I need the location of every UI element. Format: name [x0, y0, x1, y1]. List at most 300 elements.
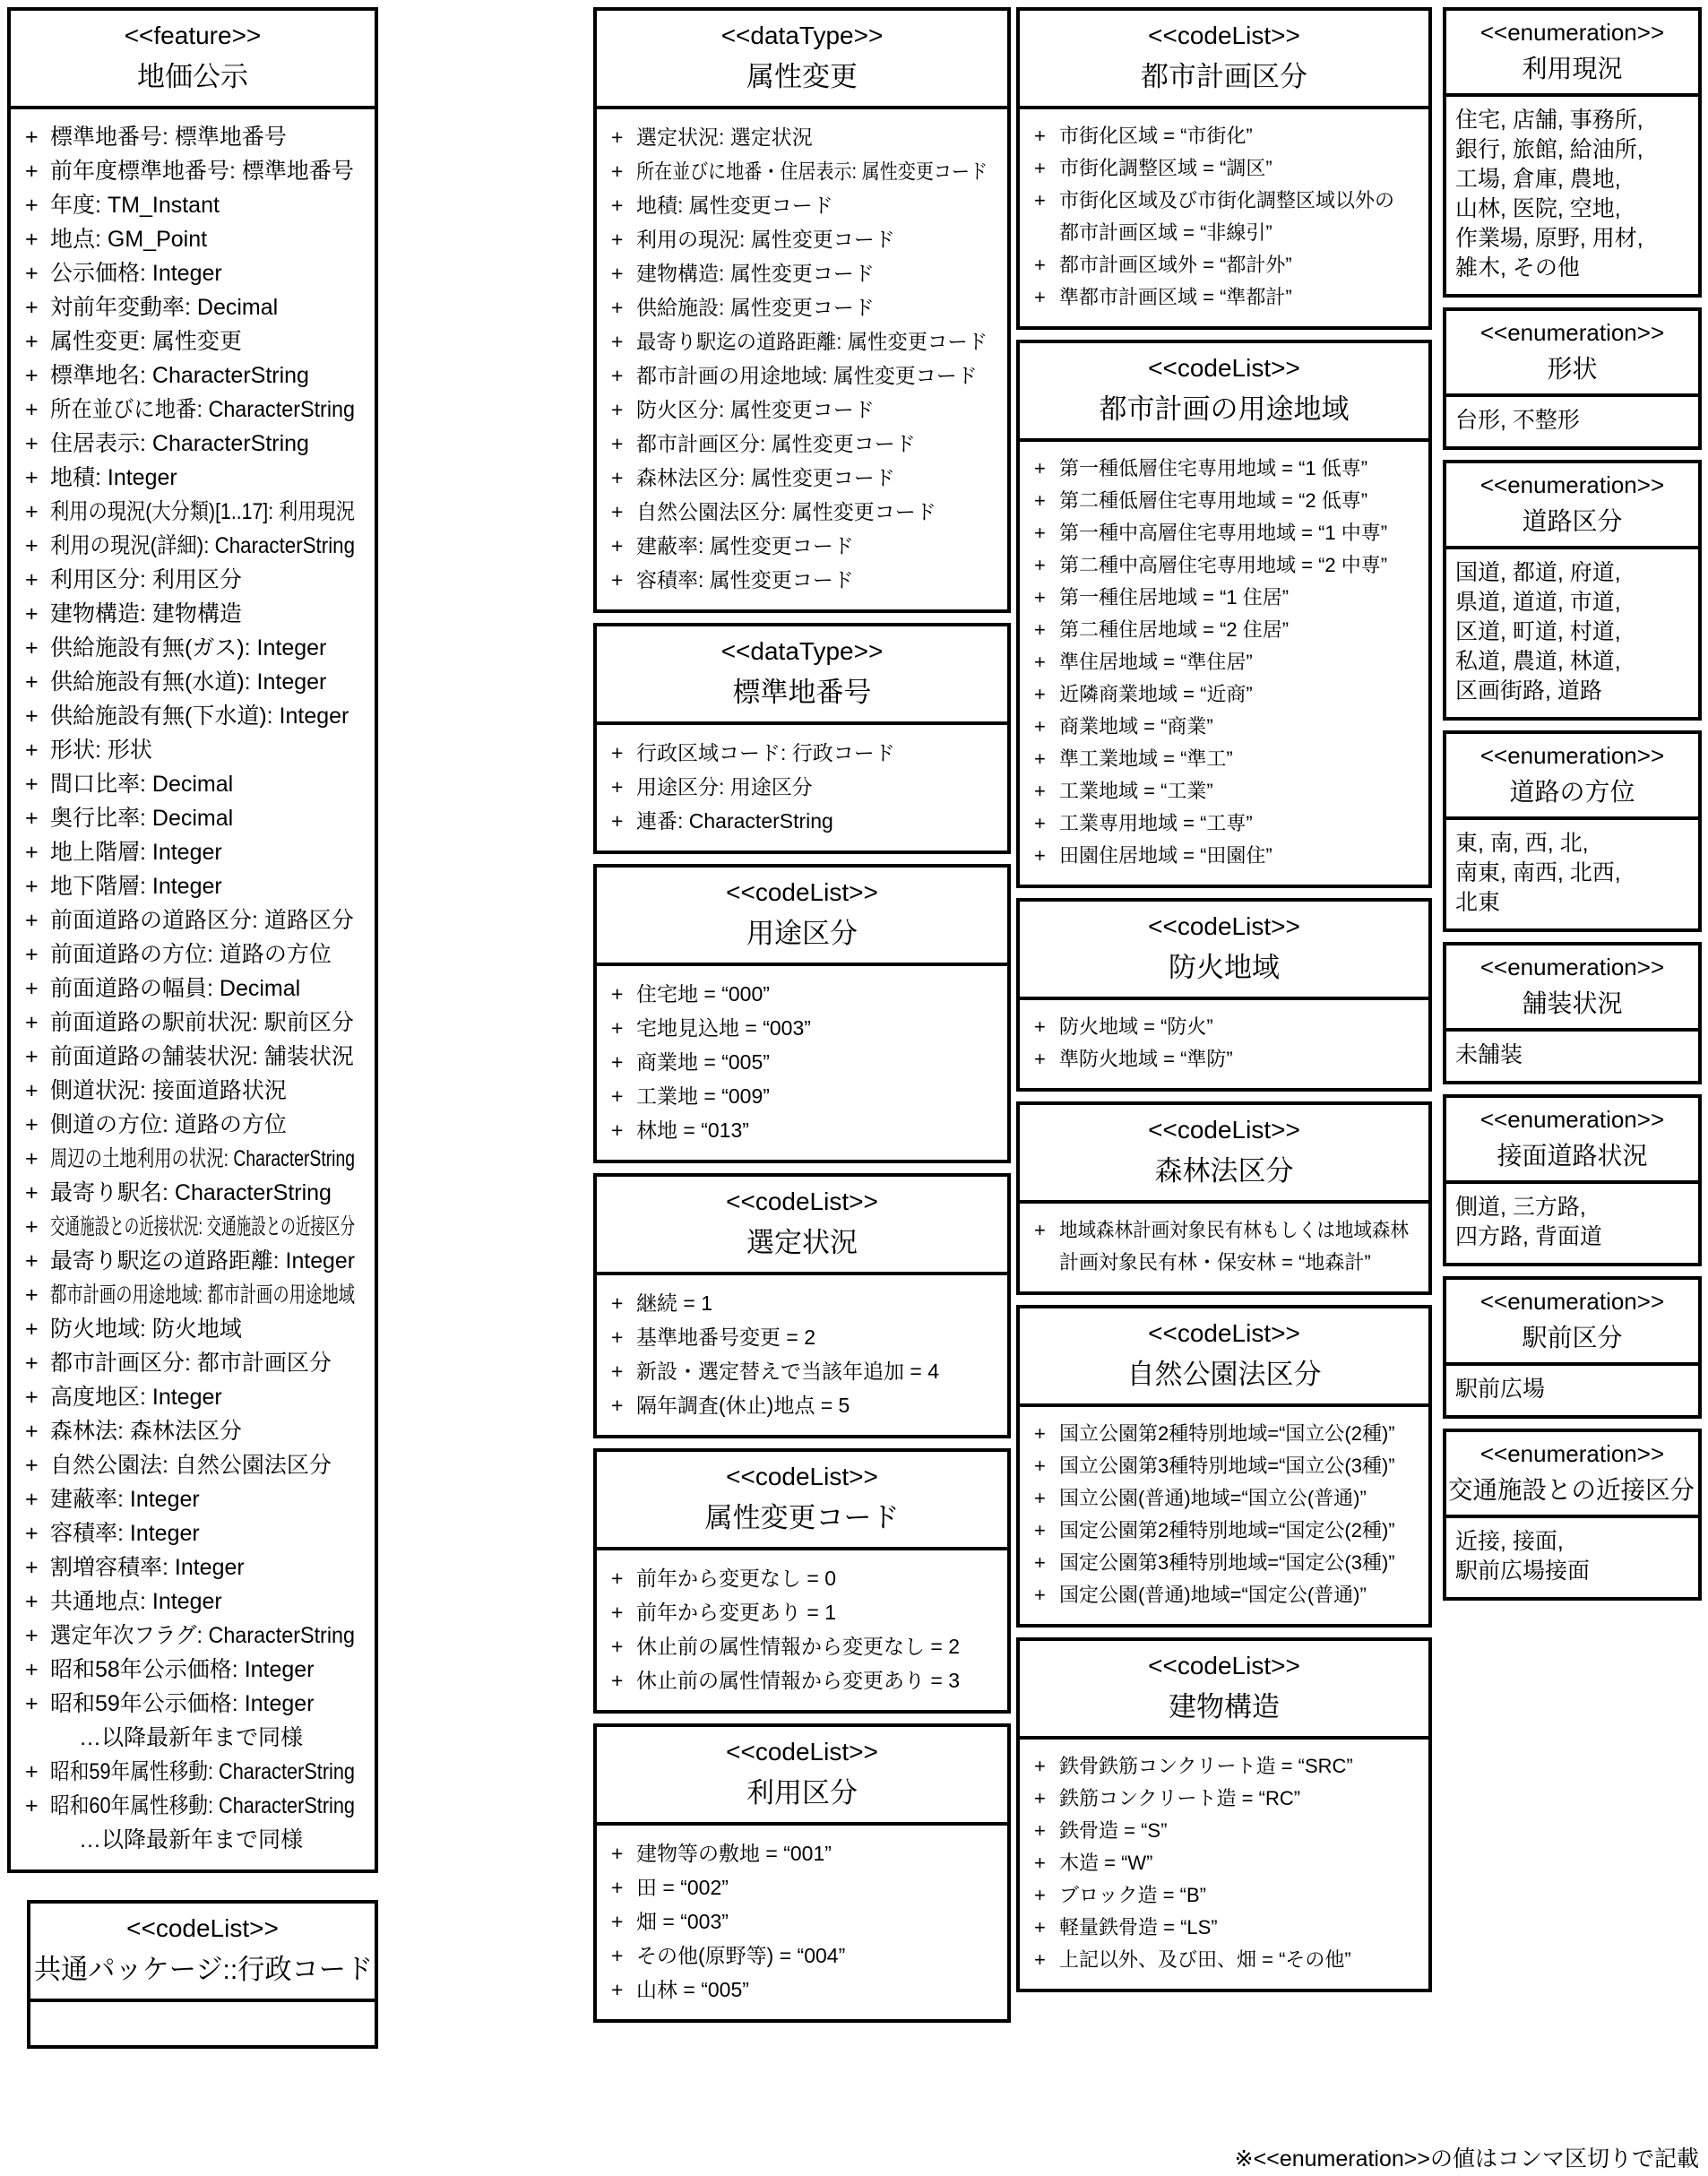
- attribute-row: [18, 1244, 369, 1278]
- attribute-text: 第一種中高層住宅専用地域 = “1 中専”: [1059, 522, 1388, 544]
- attribute-text: 高度地区: Integer: [50, 1385, 222, 1410]
- class-name-label: 道路区分: [1522, 507, 1623, 535]
- enumeration-value-text: 側道, 三方路,: [1455, 1195, 1586, 1220]
- visibility-plus: +: [25, 1589, 39, 1614]
- enumeration-value-text: 北東: [1455, 890, 1501, 915]
- attribute-row: [18, 1142, 369, 1176]
- stereotype-label: <<codeList>>: [1148, 1652, 1300, 1679]
- attribute-text: 市街化区域 = “市街化”: [1059, 125, 1253, 147]
- enumeration-value-line: [1455, 224, 1693, 254]
- class-name-wrap: [1448, 1319, 1696, 1357]
- attribute-row: [1027, 1450, 1423, 1482]
- uml-class-title: [1020, 11, 1428, 109]
- attribute-text: 前年から変更あり = 1: [636, 1601, 837, 1624]
- visibility-plus: +: [1034, 683, 1046, 705]
- attribute-row: [604, 188, 1002, 222]
- attribute-row: [18, 529, 369, 563]
- attribute-row: [18, 1550, 369, 1585]
- attribute-row: [18, 1755, 369, 1789]
- visibility-plus: +: [25, 533, 39, 558]
- attribute-text: 自然公園法: 自然公園法区分: [50, 1453, 332, 1478]
- attribute-text: 建物等の敷地 = “001”: [636, 1842, 832, 1865]
- attribute-text: 鉄骨造 = “S”: [1059, 1819, 1168, 1842]
- enumeration-value-text: 東, 南, 西, 北,: [1455, 831, 1589, 856]
- visibility-plus: +: [25, 227, 39, 252]
- visibility-plus: +: [25, 1282, 39, 1308]
- visibility-plus: +: [1034, 457, 1046, 479]
- enumeration-value-text: 区画街路, 道路: [1455, 678, 1602, 704]
- visibility-plus: +: [25, 1078, 39, 1103]
- visibility-plus: +: [25, 1657, 39, 1682]
- attribute-text: 第二種住居地域 = “2 住居”: [1059, 618, 1290, 641]
- attribute-row: [604, 1320, 1002, 1354]
- uml-attributes-compartment: [1446, 820, 1698, 928]
- enumeration-value-text: 四方路, 背面道: [1455, 1224, 1602, 1249]
- attribute-row: [604, 495, 1002, 529]
- attribute-row: [18, 1074, 369, 1108]
- attribute-text: 地上階層: Integer: [50, 840, 222, 865]
- uml-attributes-compartment: [1446, 1518, 1698, 1597]
- attribute-text: …以降最新年まで同様: [79, 1827, 304, 1852]
- stereotype-label: <<codeList>>: [726, 1738, 878, 1766]
- attribute-row: [18, 1040, 369, 1074]
- uml-attributes-compartment: [1446, 397, 1698, 446]
- attribute-row: [18, 1789, 369, 1823]
- attribute-text: 上記以外、及び田、畑 = “その他”: [1059, 1948, 1351, 1971]
- class-name-wrap: [600, 1222, 1004, 1265]
- attribute-row: [18, 1006, 369, 1040]
- visibility-plus: +: [611, 534, 624, 557]
- attribute-row: [18, 1653, 369, 1687]
- attribute-text: 前面道路の駅前状況: 駅前区分: [50, 1010, 354, 1035]
- attribute-row: [604, 770, 1002, 804]
- attribute-row: [1027, 549, 1423, 582]
- uml-class-title: [1446, 734, 1698, 820]
- class-name-label: 属性変更コード: [704, 1502, 900, 1533]
- visibility-plus: +: [25, 1010, 39, 1035]
- attribute-text: 軽量鉄骨造 = “LS”: [1059, 1916, 1218, 1939]
- class-name-label: 舗装状況: [1522, 989, 1623, 1017]
- visibility-plus: +: [1034, 1584, 1046, 1606]
- attribute-text: 都市計画の用途地域: 属性変更コード: [636, 364, 978, 387]
- class-name-label: 都市計画区分: [1141, 61, 1307, 92]
- attribute-row: [1027, 517, 1423, 549]
- uml-attributes-compartment: [597, 966, 1007, 1160]
- attribute-text: 利用の現況: 属性変更コード: [636, 228, 895, 251]
- visibility-plus: +: [25, 840, 39, 865]
- enumeration-value-line: [1455, 1193, 1693, 1222]
- attribute-row: [604, 324, 1002, 358]
- attribute-row: [1027, 1912, 1423, 1944]
- enumeration-value-line: [1455, 588, 1693, 617]
- visibility-plus: +: [1034, 489, 1046, 512]
- visibility-plus: +: [25, 806, 39, 831]
- attribute-row: [1027, 485, 1423, 517]
- attribute-text: 建物構造: 属性変更コード: [636, 262, 875, 285]
- attribute-text: 第二種中高層住宅専用地域 = “2 中専”: [1059, 554, 1388, 576]
- class-name-wrap: [600, 1497, 1004, 1540]
- attribute-row: [604, 290, 1002, 324]
- stereotype-label: <<codeList>>: [1148, 912, 1300, 940]
- visibility-plus: +: [611, 1978, 624, 2001]
- uml-class-title: [1446, 1432, 1698, 1518]
- attribute-text: 国立公園第2種特別地域=“国立公(2種)”: [1059, 1422, 1395, 1445]
- attribute-text: 地積: Integer: [50, 465, 177, 490]
- visibility-plus: +: [611, 1669, 624, 1692]
- enumeration-value-line: [1455, 1557, 1693, 1586]
- uml-class-title: [1020, 1308, 1428, 1407]
- visibility-plus: +: [25, 1521, 39, 1546]
- enumeration-value-line: [1455, 165, 1693, 194]
- attribute-text: 第一種低層住宅専用地域 = “1 低専”: [1059, 457, 1368, 479]
- uml-class-box-toshi-keikaku-yoto-chiiki: [1016, 340, 1432, 888]
- attribute-text: 商業地 = “005”: [636, 1050, 770, 1074]
- visibility-plus: +: [611, 741, 624, 764]
- uml-attributes-compartment: [1020, 1740, 1428, 1989]
- attribute-text: 供給施設有無(ガス): Integer: [50, 635, 327, 661]
- class-name-wrap: [1448, 350, 1696, 388]
- attribute-text: 用途区分: 用途区分: [636, 775, 813, 799]
- visibility-plus: +: [25, 125, 39, 150]
- attribute-text: 都市計画区域外 = “都計外”: [1059, 254, 1292, 276]
- visibility-plus: +: [25, 1487, 39, 1512]
- visibility-plus: +: [25, 976, 39, 1001]
- uml-class-title: [597, 1452, 1007, 1550]
- visibility-plus: +: [25, 704, 39, 729]
- enumeration-value-text: 国道, 都道, 府道,: [1455, 560, 1621, 585]
- attribute-text: 国定公園(普通)地域=“国定公(普通)”: [1059, 1584, 1367, 1606]
- uml-attributes-compartment: [1020, 442, 1428, 885]
- uml-attributes-compartment: [597, 1550, 1007, 1710]
- attribute-row: [18, 563, 369, 597]
- attribute-text: 準防火地域 = “準防”: [1059, 1048, 1233, 1070]
- uml-class-title: [597, 626, 1007, 725]
- enumeration-footnote: ※<<enumeration>>の値はコンマ区切りで記載: [1234, 2146, 1699, 2172]
- class-name-wrap: [1023, 946, 1425, 989]
- visibility-plus: +: [1034, 1422, 1046, 1445]
- class-name-wrap: [1448, 1137, 1696, 1175]
- stereotype-label: <<enumeration>>: [1479, 1106, 1665, 1133]
- visibility-plus: +: [1034, 522, 1046, 544]
- uml-class-title: [597, 1177, 1007, 1275]
- uml-class-box-hoso-jokyo: [1443, 942, 1702, 1084]
- attribute-row: [18, 1823, 369, 1857]
- visibility-plus: +: [25, 669, 39, 695]
- uml-attributes-compartment: [1446, 1366, 1698, 1415]
- attribute-row: [604, 358, 1002, 393]
- visibility-plus: +: [25, 1759, 39, 1784]
- attribute-row: [18, 1346, 369, 1380]
- attribute-text: 工業地域 = “工業”: [1059, 780, 1213, 802]
- visibility-plus: +: [1034, 715, 1046, 738]
- uml-class-box-tatemono-kozo: [1016, 1637, 1432, 1992]
- attribute-text: 宅地見込地 = “003”: [636, 1016, 811, 1040]
- uml-attributes-compartment: [597, 725, 1007, 851]
- visibility-plus: +: [1034, 1015, 1046, 1038]
- attribute-row: [604, 393, 1002, 427]
- visibility-plus: +: [1034, 1884, 1046, 1906]
- attribute-text: 国立公園第3種特別地域=“国立公(3種)”: [1059, 1455, 1395, 1477]
- attribute-row: [604, 154, 1002, 188]
- attribute-row: [1027, 1879, 1423, 1912]
- visibility-plus: +: [611, 330, 624, 353]
- attribute-text: 昭和59年公示価格: Integer: [50, 1691, 315, 1716]
- attribute-row: [604, 1286, 1002, 1320]
- class-name-label: 道路の方位: [1509, 778, 1635, 806]
- visibility-plus: +: [25, 1214, 39, 1239]
- attribute-row: [604, 1561, 1002, 1595]
- attribute-row: [604, 1629, 1002, 1663]
- class-name-wrap: [1448, 503, 1696, 540]
- visibility-plus: +: [25, 499, 39, 524]
- stereotype-label: <<dataType>>: [720, 22, 884, 49]
- enumeration-value-line: [1455, 859, 1693, 888]
- attribute-text: 国立公園(普通)地域=“国立公(普通)”: [1059, 1487, 1367, 1509]
- attribute-text: 側道状況: 接面道路状況: [50, 1078, 287, 1103]
- uml-attributes-compartment: [1020, 1204, 1428, 1291]
- visibility-plus: +: [25, 1453, 39, 1478]
- attribute-text: 容積率: Integer: [50, 1521, 200, 1546]
- attribute-row: [18, 1176, 369, 1210]
- attribute-row: [1027, 1214, 1423, 1247]
- visibility-plus: +: [611, 809, 624, 833]
- attribute-text: 都市計画区分: 属性変更コード: [636, 432, 916, 455]
- attribute-row: [18, 154, 369, 188]
- attribute-row: [18, 631, 369, 665]
- stereotype-label: <<codeList>>: [726, 1187, 878, 1215]
- enumeration-value-line: [1455, 1375, 1693, 1404]
- attribute-text: 防火地域 = “防火”: [1059, 1015, 1213, 1038]
- visibility-plus: +: [25, 772, 39, 797]
- attribute-text: 選定年次フラグ: CharacterString: [50, 1623, 355, 1648]
- attribute-text: 前面道路の方位: 道路の方位: [50, 942, 332, 967]
- attribute-text: 前面道路の道路区分: 道路区分: [50, 908, 354, 933]
- attribute-row: [18, 801, 369, 835]
- visibility-plus: +: [611, 775, 624, 799]
- attribute-row: [604, 563, 1002, 597]
- enumeration-value-text: 銀行, 旅館, 給油所,: [1455, 137, 1643, 162]
- uml-class-title: [1446, 1280, 1698, 1366]
- visibility-plus: +: [611, 1601, 624, 1624]
- stereotype-label: <<dataType>>: [720, 637, 884, 665]
- visibility-plus: +: [1034, 1219, 1046, 1241]
- class-name-wrap: [600, 912, 1004, 955]
- visibility-plus: +: [611, 1016, 624, 1040]
- visibility-plus: +: [25, 465, 39, 490]
- attribute-text: 形状: 形状: [50, 738, 152, 763]
- attribute-row: [1027, 807, 1423, 840]
- visibility-plus: +: [611, 125, 624, 149]
- attribute-row: [604, 1836, 1002, 1870]
- visibility-plus: +: [1034, 125, 1046, 147]
- stereotype-label: <<enumeration>>: [1479, 1440, 1665, 1467]
- attribute-row: [1027, 646, 1423, 678]
- attribute-row: [1027, 1011, 1423, 1043]
- attribute-text: 間口比率: Decimal: [50, 772, 234, 797]
- enumeration-value-line: [1455, 829, 1693, 859]
- visibility-plus: +: [611, 398, 624, 421]
- visibility-plus: +: [611, 1118, 624, 1142]
- diagram-column-2: [593, 7, 1011, 2033]
- attribute-row: [18, 1687, 369, 1721]
- stereotype-label: <<enumeration>>: [1479, 19, 1665, 46]
- enumeration-value-line: [1455, 135, 1693, 165]
- visibility-plus: +: [1034, 844, 1046, 867]
- uml-attributes-compartment: [1020, 109, 1428, 326]
- uml-class-box-sentei-jokyo: [593, 1173, 1011, 1438]
- attribute-text: 工業地 = “009”: [636, 1084, 770, 1108]
- attribute-text: 建物構造: 建物構造: [50, 601, 242, 626]
- attribute-text: 共通地点: Integer: [50, 1589, 222, 1614]
- enumeration-value-text: 区道, 町道, 村道,: [1455, 619, 1621, 644]
- visibility-plus: +: [25, 908, 39, 933]
- visibility-plus: +: [1034, 1916, 1046, 1939]
- visibility-plus: +: [25, 874, 39, 899]
- attribute-row: [1027, 453, 1423, 485]
- visibility-plus: +: [611, 1050, 624, 1074]
- attribute-row: [18, 1278, 369, 1312]
- visibility-plus: +: [611, 1325, 624, 1349]
- attribute-text: 交通施設との近接状況: 交通施設との近接区分: [50, 1214, 355, 1239]
- attribute-row: [18, 1414, 369, 1448]
- visibility-plus: +: [25, 1419, 39, 1444]
- attribute-text: 利用の現況(大分類)[1..17]: 利用現況: [50, 499, 355, 524]
- visibility-plus: +: [25, 159, 39, 184]
- attribute-text: 前年度標準地番号: 標準地番号: [50, 159, 354, 184]
- stereotype-label: <<codeList>>: [1148, 1319, 1300, 1347]
- class-name-label: 選定状況: [746, 1227, 858, 1258]
- uml-class-box-ekimae-kubun: [1443, 1276, 1702, 1419]
- attribute-text: 自然公園法区分: 属性変更コード: [636, 500, 936, 523]
- attribute-row: [18, 1516, 369, 1550]
- attribute-text: 前面道路の幅員: Decimal: [50, 976, 301, 1001]
- attribute-row: [604, 1939, 1002, 1973]
- visibility-plus: +: [25, 1691, 39, 1716]
- class-name-wrap: [14, 56, 371, 99]
- class-name-wrap: [1023, 1353, 1425, 1396]
- visibility-plus: +: [1034, 1852, 1046, 1874]
- uml-class-title: [597, 11, 1007, 109]
- visibility-plus: +: [611, 1910, 624, 1933]
- visibility-plus: +: [611, 1291, 624, 1315]
- attribute-text: 最寄り駅迄の道路距離: Integer: [50, 1248, 355, 1274]
- class-name-wrap: [1023, 388, 1425, 431]
- attribute-text: 商業地域 = “商業”: [1059, 715, 1213, 738]
- uml-class-title: [597, 868, 1007, 966]
- uml-class-box-riyo-kubun: [593, 1723, 1011, 2023]
- visibility-plus: +: [1034, 1948, 1046, 1971]
- visibility-plus: +: [25, 363, 39, 388]
- attribute-row: [18, 1312, 369, 1346]
- attribute-row: [1027, 1418, 1423, 1450]
- visibility-plus: +: [611, 1876, 624, 1899]
- attribute-text: 林地 = “013”: [636, 1118, 749, 1142]
- class-name-label: 形状: [1547, 355, 1598, 383]
- stereotype-label: <<codeList>>: [726, 1463, 878, 1490]
- attribute-row: [604, 1663, 1002, 1697]
- attribute-row: [18, 1482, 369, 1516]
- uml-class-box-chika-koji: [7, 7, 378, 1873]
- diagram-column-4: [1443, 7, 1702, 1610]
- class-name-wrap: [600, 56, 1004, 99]
- uml-class-title: [30, 1904, 375, 2002]
- visibility-plus: +: [25, 1248, 39, 1274]
- uml-class-box-doro-kubun: [1443, 460, 1702, 721]
- attribute-text: 前面道路の舗装状況: 舗装状況: [50, 1044, 354, 1069]
- attribute-row: [1027, 1515, 1423, 1547]
- diagram-column-1: [7, 7, 378, 2059]
- attribute-text: 利用の現況(詳細): CharacterString: [50, 533, 355, 558]
- enumeration-value-text: 作業場, 原野, 用材,: [1455, 226, 1643, 251]
- attribute-row: [604, 1354, 1002, 1388]
- attribute-row: [1027, 1043, 1423, 1075]
- diagram-column-3: [1016, 7, 1432, 2002]
- attribute-text: 防火区分: 属性変更コード: [636, 398, 875, 421]
- attribute-text: 国定公園第3種特別地域=“国定公(3種)”: [1059, 1551, 1395, 1574]
- visibility-plus: +: [25, 295, 39, 320]
- attribute-text: 所在並びに地番: CharacterString: [50, 397, 355, 422]
- attribute-text: 畑 = “003”: [636, 1910, 729, 1933]
- class-name-label: 森林法区分: [1154, 1155, 1294, 1187]
- attribute-text: 準都市計画区域 = “準都計”: [1059, 286, 1292, 308]
- stereotype-label: <<codeList>>: [1148, 354, 1300, 382]
- uml-class-title: [1020, 1641, 1428, 1740]
- attribute-text: 供給施設: 属性変更コード: [636, 296, 875, 319]
- enumeration-value-text: 南東, 南西, 北西,: [1455, 860, 1621, 885]
- attribute-row: [18, 188, 369, 222]
- attribute-row: [18, 120, 369, 154]
- attribute-row: [604, 1870, 1002, 1904]
- attribute-row: [1027, 1547, 1423, 1579]
- enumeration-value-line: [1455, 1527, 1693, 1557]
- attribute-text: 都市計画区分: 都市計画区分: [50, 1351, 332, 1376]
- stereotype-label: <<codeList>>: [126, 1914, 279, 1942]
- enumeration-value-line: [1455, 106, 1693, 135]
- visibility-plus: +: [611, 228, 624, 251]
- visibility-plus: +: [1034, 1755, 1046, 1777]
- visibility-plus: +: [1034, 1487, 1046, 1509]
- attribute-text: 森林法: 森林法区分: [50, 1419, 242, 1444]
- uml-class-box-shizen-koenho-kubun: [1016, 1305, 1432, 1628]
- attribute-text: 昭和58年公示価格: Integer: [50, 1657, 315, 1682]
- attribute-text: 木造 = “W”: [1059, 1852, 1153, 1874]
- visibility-plus: +: [611, 1567, 624, 1590]
- attribute-text: 周辺の土地利用の状況: CharacterString: [50, 1146, 355, 1171]
- attribute-row: [18, 495, 369, 529]
- stereotype-label: <<enumeration>>: [1479, 471, 1665, 498]
- attribute-text: 田 = “002”: [636, 1876, 729, 1899]
- attribute-text: 地点: GM_Point: [50, 227, 208, 252]
- attribute-text: 最寄り駅迄の道路距離: 属性変更コード: [636, 330, 988, 353]
- visibility-plus: +: [25, 1112, 39, 1137]
- visibility-plus: +: [25, 193, 39, 218]
- class-name-wrap: [1023, 56, 1425, 99]
- attribute-text: 地積: 属性変更コード: [636, 194, 833, 217]
- class-name-label: 利用区分: [746, 1777, 858, 1809]
- attribute-row: [604, 804, 1002, 838]
- attribute-text: 鉄筋コンクリート造 = “RC”: [1059, 1787, 1301, 1809]
- attribute-row: [604, 222, 1002, 256]
- visibility-plus: +: [1034, 1819, 1046, 1842]
- uml-attributes-compartment: [11, 109, 375, 1869]
- uml-class-box-kotsu-shisetsu-kinsetsu-kubun: [1443, 1429, 1702, 1601]
- uml-class-box-zokusei-henko: [593, 7, 1011, 613]
- attribute-text: 休止前の属性情報から変更なし = 2: [636, 1635, 961, 1658]
- attribute-text: 新設・選定替えで当該年追加 = 4: [636, 1360, 940, 1383]
- attribute-text: 標準地名: CharacterString: [50, 363, 309, 388]
- enumeration-value-line: [1455, 558, 1693, 588]
- attribute-row: [1027, 678, 1423, 711]
